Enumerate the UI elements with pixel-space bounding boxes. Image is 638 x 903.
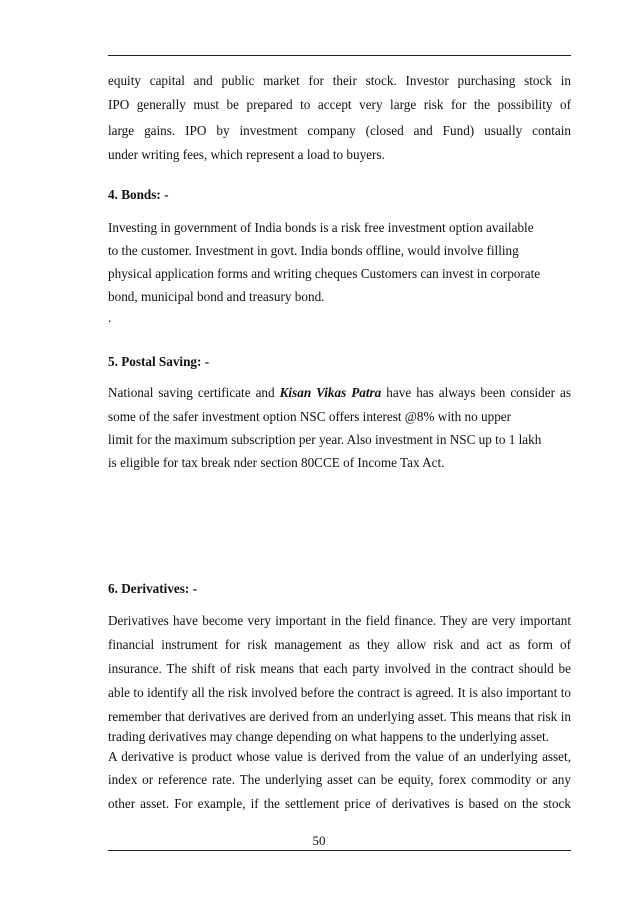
emphasis-text: Kisan Vikas Patra xyxy=(279,385,382,400)
section-heading-derivatives: 6. Derivatives: - xyxy=(108,581,197,596)
body-line: under writing fees, which represent a load to buyers. xyxy=(108,147,385,162)
body-line: Derivatives have become very important in the field finance. They are very important xyxy=(108,613,571,628)
body-line: . xyxy=(108,310,112,325)
footer-rule xyxy=(108,850,571,851)
body-line: other asset. For example, if the settlement price of derivatives is based on the stock xyxy=(108,796,571,811)
section-heading-postal: 5. Postal Saving: - xyxy=(108,354,210,369)
body-line: equity capital and public market for their stock. Investor purchasing stock in xyxy=(108,73,571,88)
body-line: IPO generally must be prepared to accept very large risk for the possibility of xyxy=(108,97,571,112)
body-line: bond, municipal bond and treasury bond. xyxy=(108,289,325,304)
body-line: to the customer. Investment in govt. India bonds offline, would involve filling xyxy=(108,243,519,258)
body-line: index or reference rate. The underlying asset can be equity, forex commodity or any xyxy=(108,772,571,787)
body-line: is eligible for tax break nder section 80CCE of Income Tax Act. xyxy=(108,455,445,470)
body-text: National saving certificate and xyxy=(108,385,280,400)
body-line: limit for the maximum subscription per year. Also investment in NSC up to 1 lakh xyxy=(108,432,542,447)
body-line: some of the safer investment option NSC offers interest @8% with no upper xyxy=(108,409,512,424)
body-line: Investing in government of India bonds is a risk free investment option available xyxy=(108,220,534,235)
body-line: financial instrument for risk management as they allow risk and act as form of xyxy=(108,637,571,652)
header-rule xyxy=(108,55,571,56)
body-line: trading derivatives may change depending on what happens to the underlying asset. xyxy=(108,729,549,744)
body-text: have has always been consider as xyxy=(381,385,571,400)
body-line: able to identify all the risk involved before the contract is agreed. It is also important to xyxy=(108,685,571,700)
body-line: large gains. IPO by investment company (closed and Fund) usually contain xyxy=(108,123,571,138)
body-line: physical application forms and writing cheques Customers can invest in corporate xyxy=(108,266,541,281)
body-line: A derivative is product whose value is derived from the value of an underlying asset, xyxy=(108,749,571,764)
body-line: remember that derivatives are derived from an underlying asset. This means that risk in xyxy=(108,709,571,724)
section-heading-bonds: 4. Bonds: - xyxy=(108,187,169,202)
page-number: 50 xyxy=(312,833,326,848)
body-line: insurance. The shift of risk means that each party involved in the contract should be xyxy=(108,661,571,676)
body-line xyxy=(108,384,571,401)
